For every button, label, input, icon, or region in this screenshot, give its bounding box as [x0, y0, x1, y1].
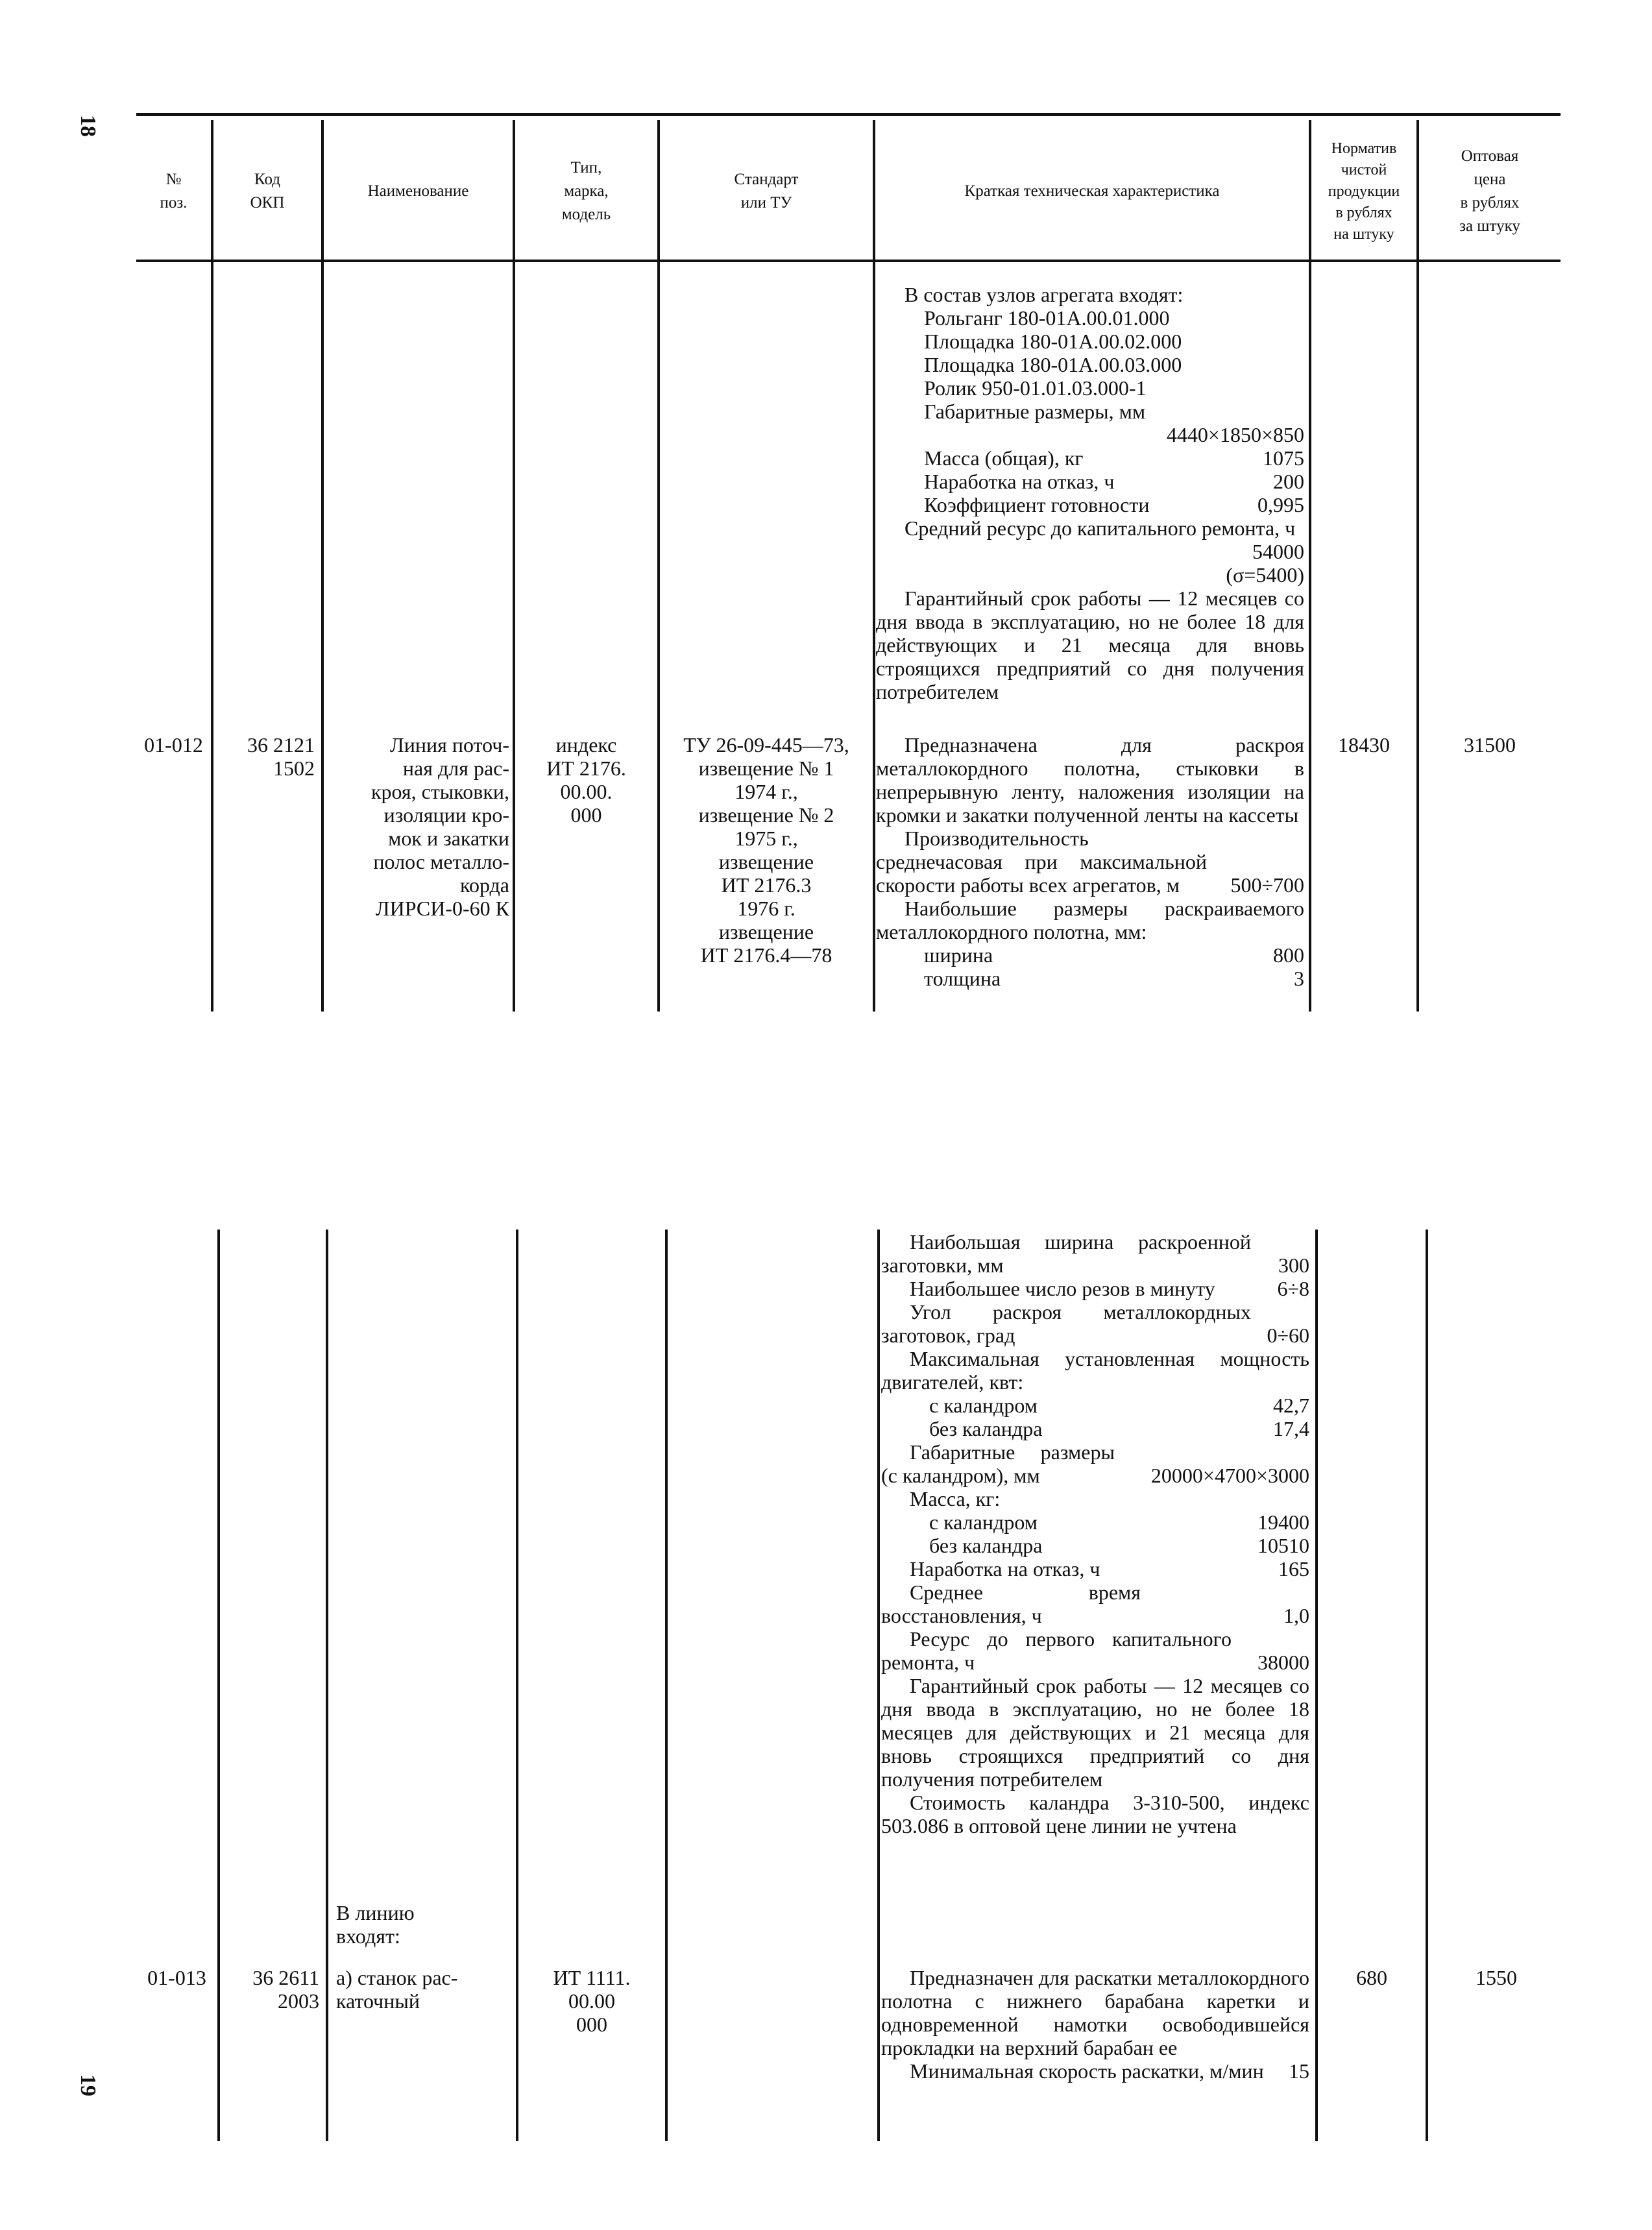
- desc-value: 0,995: [1257, 493, 1304, 516]
- entry2-type: ИТ 1111. 00.00 000: [553, 1966, 631, 2036]
- desc-value: 17,4: [1273, 1417, 1309, 1440]
- header-name: Наименование: [367, 182, 469, 200]
- desc-value: 800: [1273, 943, 1304, 967]
- column-divider: [1315, 1230, 1318, 2141]
- desc-text: Гарантийный срок работы — 12 месяцев со дня ввода в эксплуатацию, но не более 18 месяцев для действующих и 21 месяца для вновь строящихся предприятий со дня получения потребителем: [881, 1674, 1309, 1791]
- entry2-price: 1550: [1476, 1966, 1517, 1989]
- desc-text: Наибольшая ширина раскроенной заготовки, мм: [881, 1230, 1251, 1277]
- desc-value: 3: [1294, 967, 1304, 990]
- desc-text: Минимальная скорость раскатки, м/мин: [910, 2059, 1264, 2083]
- desc-value: 165: [1278, 1557, 1309, 1581]
- entry2-okp: 36 2611 2003: [252, 1966, 319, 2013]
- desc-value: 200: [1273, 470, 1304, 493]
- desc-value: 6÷8: [1277, 1277, 1309, 1300]
- entry1-description-main: [876, 733, 1304, 990]
- desc-text: Наибольшие размеры раскраиваемого металлокордного полотна, мм:: [876, 897, 1304, 943]
- desc-text: Предназначен для раскатки металлокордного полотна с нижнего барабана каретки и одновременной намотки освободившейся прокладки на верхний барабан ее: [881, 1966, 1309, 2059]
- entry1-description-top: [876, 283, 1304, 703]
- column-divider: [513, 262, 515, 1012]
- column-divider: [665, 1230, 668, 2141]
- desc-text: Масса, кг:: [910, 1487, 1001, 1510]
- desc-text: Гарантийный срок работы — 12 месяцев со дня ввода в эксплуатацию, но не более 18 для действующих и 21 месяца для вновь строящихся предприятий со дня получения потребителем: [876, 587, 1304, 703]
- desc-text: Ресурс до первого капитального ремонта, ч: [881, 1627, 1232, 1674]
- desc-text: без каландра: [929, 1534, 1043, 1557]
- desc-text: Масса (общая), кг: [924, 446, 1084, 470]
- page-number-bottom: 19: [76, 2074, 100, 2096]
- header-price: Оптовая цена в рублях за штуку: [1459, 147, 1520, 235]
- desc-value: 20000×4700×3000: [1150, 1464, 1309, 1487]
- desc-value: 4440×1850×850: [1166, 423, 1304, 446]
- desc-text: Средний ресурс до капитального ремонта, ч: [905, 516, 1296, 540]
- desc-value: 0÷60: [1267, 1324, 1309, 1347]
- desc-text: Стоимость каландра 3-310-500, индекс 503.086 в оптовой цене линии не учтена: [881, 1791, 1309, 1837]
- entry1-norm: 18430: [1338, 733, 1390, 757]
- desc-value: 42,7: [1273, 1394, 1309, 1417]
- continuation-description: [881, 1230, 1309, 1837]
- column-divider: [1426, 1230, 1428, 2141]
- desc-value: (σ=5400): [1226, 563, 1304, 587]
- desc-text: Предназначена для раскроя металлокордного полотна, стыковки в непрерывную ленту, наложения изоляции на кромки и закатки полученной ленты на кассеты: [876, 733, 1304, 827]
- desc-text: Наработка на отказ, ч: [924, 470, 1115, 493]
- entry2-norm: 680: [1356, 1966, 1387, 1989]
- header-okp: Код ОКП: [250, 171, 285, 212]
- desc-text: Площадка 180-01А.00.02.000: [924, 330, 1182, 353]
- entry2-pos: 01-013: [147, 1966, 206, 1989]
- desc-text: Ролик 950-01.01.03.000-1: [924, 376, 1147, 400]
- desc-value: 300: [1278, 1254, 1309, 1277]
- column-divider: [217, 1230, 220, 2141]
- desc-value: 1075: [1263, 446, 1304, 470]
- desc-text: с каландром: [929, 1394, 1038, 1417]
- includes-label: В линию входят:: [336, 1901, 415, 1948]
- column-divider: [877, 1230, 880, 2141]
- entry1-name: Линия поточ- ная для рас- кроя, стыковки, изоляции кро- мок и закатки полос металло- корда ЛИРСИ-0-60 К: [370, 733, 509, 920]
- desc-text: Угол раскроя металлокордных заготовок, град: [881, 1300, 1251, 1347]
- desc-value: 10510: [1257, 1534, 1309, 1557]
- desc-value: 500÷700: [1230, 873, 1304, 897]
- desc-text: Площадка 180-01А.00.03.000: [924, 353, 1182, 376]
- desc-text: Максимальная установленная мощность двигателей, квт:: [881, 1347, 1309, 1394]
- desc-value: 54000: [1252, 540, 1304, 563]
- header-type: Тип, марка, модель: [561, 159, 611, 223]
- desc-text: толщина: [924, 967, 1001, 990]
- header-norm: Норматив чистой продукции в рублях на штуку: [1328, 139, 1400, 243]
- entry1-standard: ТУ 26-09-445—73, извещение № 1 1974 г., извещение № 2 1975 г., извещение ИТ 2176.3 1976 г. извещение ИТ 2176.4—78: [683, 733, 849, 967]
- column-divider: [873, 262, 875, 1012]
- desc-text: Коэффициент готовности: [924, 493, 1150, 516]
- desc-value: 1,0: [1283, 1604, 1309, 1627]
- header-pos: № поз.: [160, 171, 188, 212]
- desc-text: Рольганг 180-01А.00.01.000: [924, 306, 1170, 330]
- entry1-pos: 01-012: [144, 733, 203, 757]
- desc-text: Наибольшее число резов в минуту: [910, 1277, 1215, 1300]
- desc-text: Габаритные размеры (с каландром), мм: [881, 1440, 1115, 1487]
- header-standard: Стандарт или ТУ: [734, 171, 799, 212]
- desc-text: Среднее время восстановления, ч: [881, 1581, 1141, 1627]
- desc-text: В состав узлов агрегата входят:: [905, 283, 1184, 306]
- column-divider: [1416, 262, 1419, 1012]
- column-divider: [211, 262, 213, 1012]
- entry2-name: а) станок рас- каточный: [336, 1966, 458, 2013]
- desc-value: 19400: [1257, 1510, 1309, 1534]
- desc-text: Наработка на отказ, ч: [910, 1557, 1100, 1581]
- column-divider: [326, 1230, 328, 2141]
- column-divider: [1309, 262, 1311, 1012]
- desc-text: Производительность среднечасовая при максимальной скорости работы всех агрегатов, м: [876, 827, 1207, 897]
- desc-text: Габаритные размеры, мм: [924, 400, 1146, 423]
- entry2-description: [881, 1966, 1309, 2083]
- entry1-price: 31500: [1464, 733, 1516, 757]
- desc-value: 38000: [1257, 1651, 1309, 1674]
- column-divider: [321, 262, 324, 1012]
- header-top-rule: [136, 113, 1561, 116]
- desc-text: ширина: [924, 943, 993, 967]
- desc-text: без каландра: [929, 1417, 1043, 1440]
- header-characteristics: Краткая техническая характеристика: [964, 182, 1220, 200]
- desc-value: 15: [1289, 2059, 1309, 2083]
- entry1-type: индекс ИТ 2176. 00.00. 000: [546, 733, 626, 827]
- entry1-okp: 36 2121 1502: [247, 733, 315, 780]
- page-number-top: 18: [76, 115, 100, 137]
- desc-text: с каландром: [929, 1510, 1038, 1534]
